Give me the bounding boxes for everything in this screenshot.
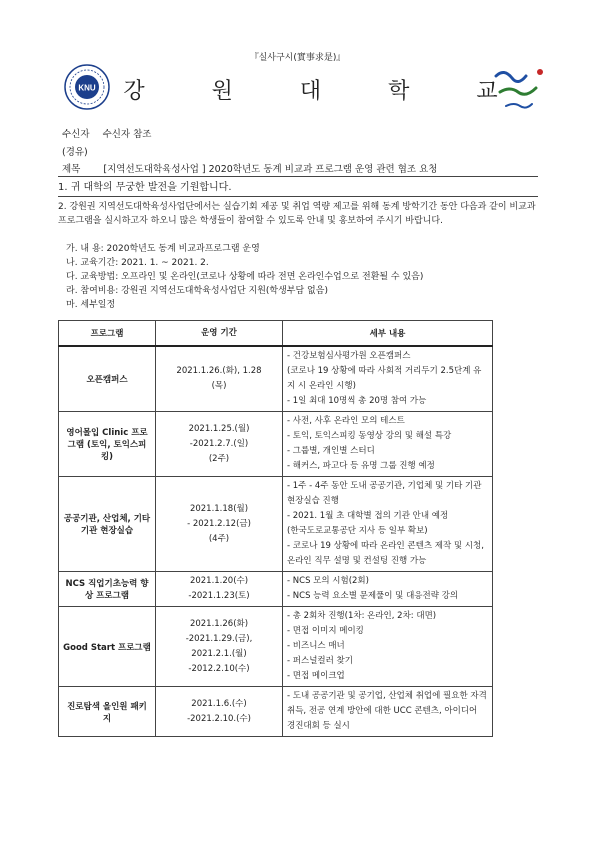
table-header-row bbox=[59, 321, 493, 347]
table-row bbox=[59, 607, 493, 687]
details-cell bbox=[283, 346, 493, 412]
slogan-logo bbox=[490, 62, 550, 120]
program-cell: 공공기관, 산업체, 기타 기관 현장실습 bbox=[59, 477, 156, 572]
detail-line: - 사전, 사후 온라인 모의 테스트 bbox=[287, 416, 405, 426]
period-line: -2021.2.10.(수) bbox=[187, 713, 251, 724]
period-line: 2021.1.20(수) bbox=[189, 576, 249, 586]
detail-line: (한국도로교통공단 지사 등 일부 확보) bbox=[287, 526, 428, 536]
period-line: 2021.1.25.(월) bbox=[188, 423, 250, 434]
table-row bbox=[59, 412, 493, 477]
item-method: 다. 교육방법: 오프라인 및 온라인(코로나 상황에 따라 전면 온라인수업으로 전환될 수 있음) bbox=[66, 272, 424, 282]
period-cell bbox=[156, 477, 283, 572]
svg-text:KNU: KNU bbox=[78, 83, 96, 93]
detail-line: - 토익, 토익스피킹 동영상 강의 및 해설 특강 bbox=[287, 431, 452, 441]
detail-line: - 도내 공공기관 및 공기업, 산업체 취업에 필요한 자격 취득, 전공 연계 방안에 대한 UCC 콘텐츠, 아이디어 경진대회 등 실시 bbox=[287, 691, 487, 731]
detail-line: - 1주 - 4주 동안 도내 공공기관, 기업체 및 기타 기관 현장실습 진행 bbox=[287, 481, 482, 506]
recipient-value: 수신자 참조 bbox=[102, 129, 152, 140]
detail-line: - 2021. 1월 초 대학별 접의 기관 안내 예정 bbox=[287, 511, 449, 521]
period-line: -2021.1.23(토) bbox=[188, 591, 250, 601]
subject-label: 제목 bbox=[62, 164, 81, 175]
period-line: 2021.1.26(화) bbox=[189, 618, 249, 629]
detail-line: - 그룹별, 개인별 스터디 bbox=[287, 446, 375, 456]
period-line: (4주) bbox=[208, 533, 230, 544]
recipient-label: 수신자 bbox=[62, 129, 90, 140]
item-cost: 라. 참여비용: 강원권 지역선도대학육성사업단 지원(학생부담 없음) bbox=[66, 286, 328, 296]
details-cell bbox=[283, 412, 493, 477]
detail-line: - 면접 이미지 메이킹 bbox=[287, 626, 364, 636]
program-cell: 진로탐색 올인원 패키지 bbox=[59, 687, 156, 737]
detail-line: - NCS 모의 시험(2회) bbox=[287, 576, 369, 586]
item-schedule: 마. 세부일정 bbox=[66, 300, 116, 310]
table-row bbox=[59, 572, 493, 607]
period-cell bbox=[156, 607, 283, 687]
program-cell: NCS 직업기초능력 향상 프로그램 bbox=[59, 572, 156, 607]
period-line: -2021.1.29.(금), bbox=[185, 633, 253, 644]
details-cell bbox=[283, 477, 493, 572]
program-cell: 영어몰입 Clinic 프로그램 (토익, 토익스피킹) bbox=[59, 412, 156, 477]
period-line: 2021.1.18(월) bbox=[189, 503, 249, 514]
period-cell bbox=[156, 687, 283, 737]
table-row bbox=[59, 477, 493, 572]
period-line: (2주) bbox=[208, 453, 230, 464]
motto: 『실사구시(實事求是)』 bbox=[249, 53, 346, 63]
program-cell: 오픈캠퍼스 bbox=[59, 346, 156, 412]
period-line: 2021.1.6.(수) bbox=[191, 698, 247, 709]
paragraph-1: 1. 귀 대학의 무궁한 발전을 기원합니다. bbox=[58, 182, 232, 193]
detail-line: - 비즈니스 매너 bbox=[287, 641, 345, 651]
detail-line: - 면접 메이크업 bbox=[287, 671, 345, 681]
period-cell bbox=[156, 346, 283, 412]
table-row bbox=[59, 346, 493, 412]
detail-line: - 해커스, 파고다 등 유명 그룹 진행 예정 bbox=[287, 461, 435, 471]
period-line: 2021.2.1.(월) bbox=[191, 648, 247, 659]
period-cell bbox=[156, 412, 283, 477]
period-line: - 2021.2.12(금) bbox=[187, 518, 251, 529]
institution-title: 강 원 대 학 교 bbox=[123, 79, 528, 104]
schedule-table bbox=[58, 320, 493, 737]
detail-line: (코로나 19 상황에 따라 사회적 거리두기 2.5단계 유지 시 온라인 시행) bbox=[287, 366, 482, 391]
detail-line: - 건강보험심사평가원 오픈캠퍼스 bbox=[287, 351, 411, 361]
details-cell bbox=[283, 607, 493, 687]
detail-line: - 총 2회차 진행(1차: 온라인, 2차: 대면) bbox=[287, 611, 437, 621]
paragraph-2: 2. 강원권 지역선도대학육성사업단에서는 실습기회 제공 및 취업 역량 제고를 위해 동계 방학기간 동안 다음과 같이 비교과프로그램을 실시하고자 하오니 많은 학생들이 참여할 수 있도록 안내 및 홍보하여 주시기 바랍니다. bbox=[58, 202, 536, 226]
program-cell: Good Start 프로그램 bbox=[59, 607, 156, 687]
detail-line: - 코로나 19 상황에 따라 온라인 콘텐츠 제작 및 시청, 온라인 직무 설명 및 컨설팅 진행 가능 bbox=[287, 541, 484, 566]
details-cell bbox=[283, 572, 493, 607]
detail-line: - 퍼스널컬러 찾기 bbox=[287, 656, 353, 666]
header-details: 세부 내용 bbox=[283, 321, 493, 347]
header-divider bbox=[58, 176, 538, 177]
subject-value: [지역선도대학육성사업 ] 2020학년도 동계 비교과 프로그램 운영 관련 협조 요청 bbox=[103, 164, 438, 175]
period-line: -2021.2.7.(일) bbox=[189, 438, 249, 449]
body-divider bbox=[58, 196, 538, 197]
detail-line: - NCS 능력 요소별 문제풀이 및 대응전략 강의 bbox=[287, 591, 459, 601]
period-cell bbox=[156, 572, 283, 607]
table-row bbox=[59, 687, 493, 737]
detail-line: - 1일 최대 10명씩 총 20명 참여 가능 bbox=[287, 396, 427, 406]
period-line: (목) bbox=[211, 381, 227, 391]
header-period: 운영 기간 bbox=[156, 321, 283, 347]
item-content: 가. 내 용: 2020학년도 동계 비교과프로그램 운영 bbox=[66, 244, 260, 254]
details-cell bbox=[283, 687, 493, 737]
via-label: (경유) bbox=[62, 147, 88, 158]
item-period: 나. 교육기간: 2021. 1. ~ 2021. 2. bbox=[66, 258, 209, 268]
period-line: 2021.1.26.(화), 1.28 bbox=[176, 366, 262, 376]
header-program: 프로그램 bbox=[59, 321, 156, 347]
period-line: -2012.2.10(수) bbox=[188, 663, 250, 674]
